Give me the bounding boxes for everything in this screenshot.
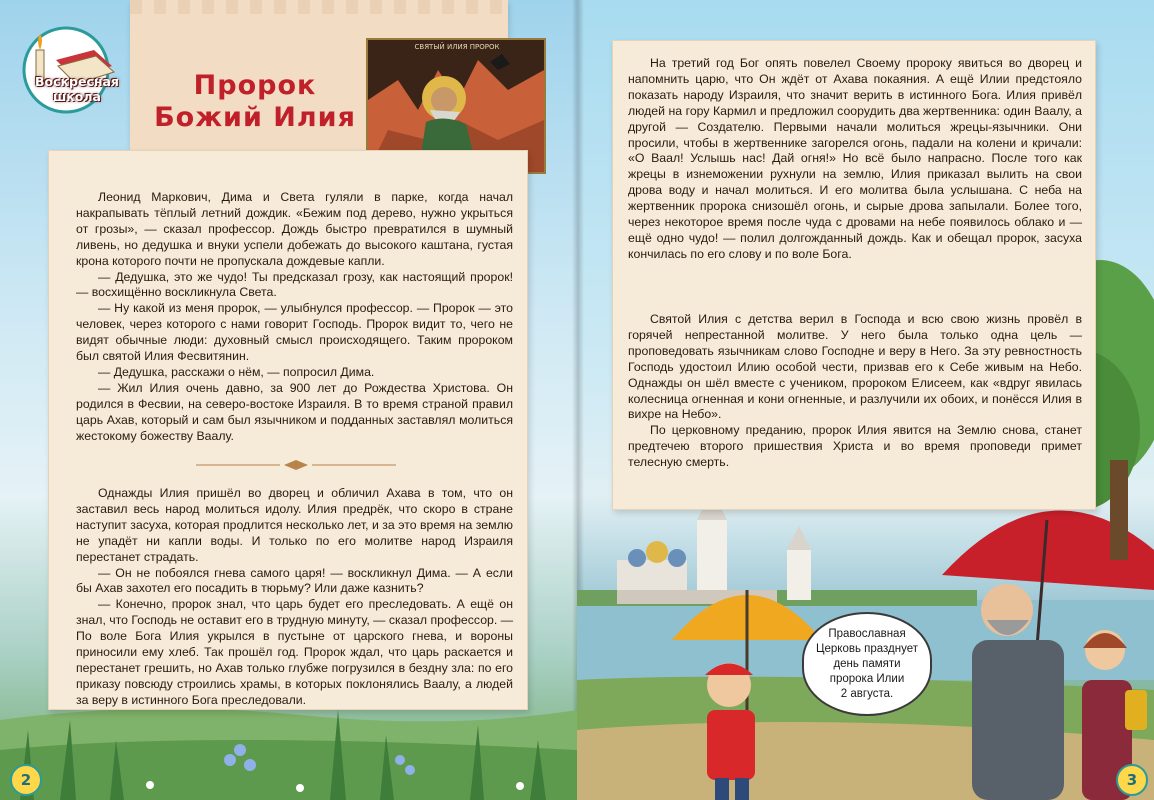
paragraph: Леонид Маркович, Дима и Света гуляли в парке, когда начал накрапывать тёплый летний дождик. «Бежим под дерево, нужно укрыться от грозы», — сказал профессор. Дождь быстро превратился в шумный ливень, но дедушка и внуки успели добежать до высокого каштана, густая крона которого почти не пропускала дождевые капли.	[76, 190, 513, 268]
paragraph: Святой Илия с детства верил в Господа и всю свою жизнь провёл в горячей непрестанной молитве. У него была только одна цель — проповедовать язычникам слово Господне и веру в Него. За эту ревностность Господь удостоил Илию особой чести, призвав его к Себе живым на Небо. Однажды он шёл вместе с учеником, пророком Елисеем, как «вдруг явилась колесница огненная и кони огненные, и разлучили их обоих, и понёсся Илия в вихре на Небо».	[628, 312, 1082, 422]
paragraph: — Он не побоялся гнева самого царя! — воскликнул Дима. — А если бы Ахав захотел его посадить в тюрьму? Или даже казнить?	[76, 565, 513, 596]
icon-caption: СВЯТЫЙ ИЛИЯ ПРОРОК	[414, 43, 500, 51]
logo-text: Воскресная школа	[35, 74, 119, 104]
paragraph: — Дедушка, расскажи о нём, — попросил Дима.	[98, 364, 375, 379]
paragraph: По церковному преданию, пророк Илия явится на Землю снова, станет предтечею второго пришествия Христа и во время проповеди примет телесную смерть.	[628, 423, 1082, 470]
paragraph: — Дедушка, это же чудо! Ты предсказал грозу, как настоящий пророк! — восхищённо воскликнула Света.	[76, 269, 513, 300]
paragraph: — Жил Илия очень давно, за 900 лет до Рождества Христова. Он родился в Фесвии, на северо-востоке Израиля. В то время страной правил царь Ахав, который и сам был язычником и подданных заставлял молиться жестокому божеству Ваалу.	[76, 380, 513, 443]
speech-bubble-text: Православная Церковь празднует день памяти пророка Илии 2 августа.	[815, 627, 919, 700]
paragraph: На третий год Бог опять повелел Своему пророку явиться во дворец и напомнить царю, что Он ждёт от Ахава покаяния. А ещё Илии предстояло показать народу Израиля, что значит верить в истинного Бога. Илия привёл людей на гору Кармил и предложил соорудить два жертвенника: один Ваалу, а другой — Создателю. Первыми начали молиться жрецы-язычники. Они просили, чтобы в жертвеннике загорелся огонь, падали на колени и кричали: «О Ваал! Услышь нас! Дай огня!» Но всё было напрасно. После того как жрецы в изнеможении рухнули на землю, Илия приказал вылить на свои дрова воду и начал молиться. И его молитва была услышана. С неба на жертвенник пророка снизошёл огонь, и сырые дрова запылали. Более того, через некоторое время после чуда с дровами на небе появилось облако и — ещё одно чудо! — полил долгожданный дождь. Как и обещал пророк, засуха кончилась по его слову и по воле Бога.	[628, 56, 1082, 261]
paragraph: — Ну какой из меня пророк, — улыбнулся профессор. — Пророк — это человек, через которого с нами говорит Господь. Пророк видит то, чего не видят обычные люди: духовный смысл происходящего. Таким пророком был святой Илия Фесвитянин.	[76, 301, 513, 364]
page-title: Пророк Божий Илия	[154, 70, 356, 133]
paragraph: Однажды Илия пришёл во дворец и обличил Ахава в том, что он заставил весь народ молиться идолу. Илия предрёк, что скоро в стране наступит засуха, которая продлится несколько лет, и за это время на землю не упадёт ни капли воды. И только по его молитве народ Израиля перестанет страдать.	[76, 486, 513, 564]
story-section-2	[76, 486, 513, 709]
page-number-left: 2	[10, 764, 42, 796]
page-number-right: 3	[1116, 764, 1148, 796]
ornamental-divider	[196, 460, 396, 470]
story-section-4	[628, 312, 1082, 471]
story-section-3	[628, 56, 1082, 263]
paragraph: — Конечно, пророк знал, что царь будет его преследовать. А ещё он знал, что Господь не оставит его в трудную минуту, — сказал профессор. — По воле Бога Илия укрылся в пустыне от царского гнева, и вороны приносили ему хлеб. Так прошёл год. Пророк ждал, что царь раскается и перестанет грешить, но Ахав только глубже погрузился в бездну зла: по его приказу повсюду строились храмы, в которых поклонялись Ваалу, а людей за веру в истинного Бога преследовали.	[76, 597, 513, 707]
speech-bubble	[802, 612, 932, 716]
story-section-1	[76, 190, 513, 445]
